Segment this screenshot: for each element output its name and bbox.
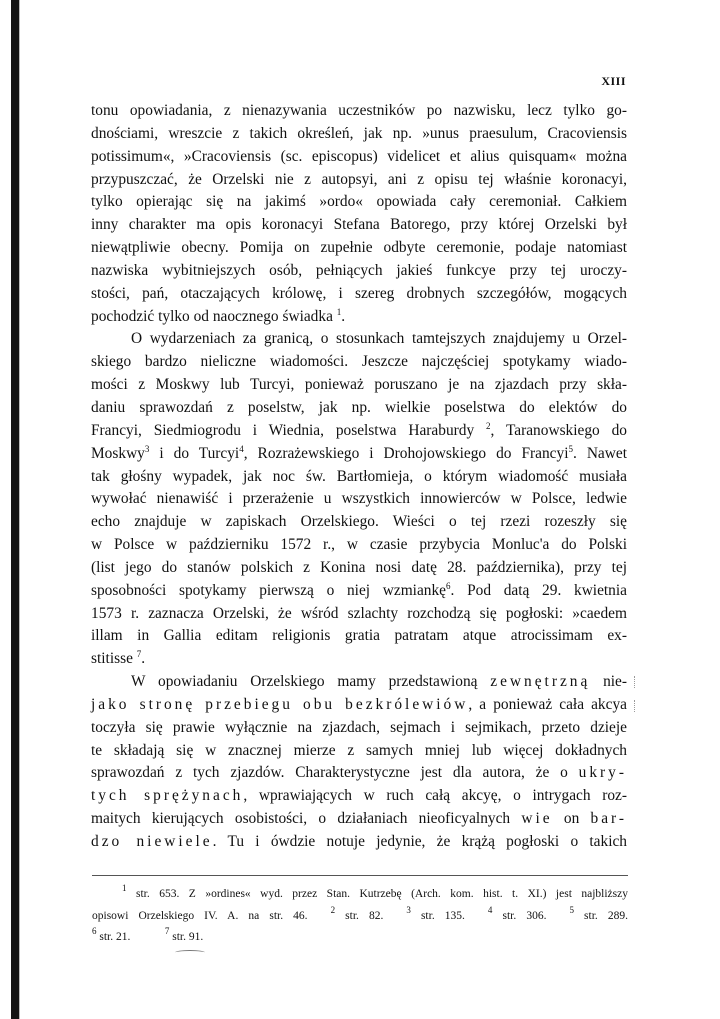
text-run: pochodzić tylko od naocznego świadka bbox=[91, 307, 333, 325]
text-line: (list jego do stanów polskich z Konina nosi datę 28. października), przy tej bbox=[91, 558, 627, 576]
text-line bbox=[91, 808, 627, 831]
text-run: stitisse bbox=[91, 650, 133, 668]
text-line: O wydarzeniach za granicą, o stosunkach tamtejszych znajdujemy u Orzel- bbox=[131, 330, 627, 348]
text-run: . Nawet bbox=[572, 444, 627, 462]
text-line: skiego bardzo nieliczne wiadomości. Jeszcze najczęściej spotykamy wiado- bbox=[91, 353, 627, 371]
footnote-line bbox=[92, 884, 628, 906]
text-line: tonu opowiadania, z nienazywania uczestników po nazwisku, lecz tylko go- bbox=[91, 102, 627, 119]
footnote-text: str. 653. Z »ordines« wyd. przez Stan. Kutrzebę (Arch. kom. hist. t. XI.) jest najbliższy bbox=[135, 888, 628, 900]
text-line: te składają się w znacznej mierze z samych mniej lub więcej dokładnych bbox=[91, 741, 627, 759]
text-line bbox=[91, 694, 627, 717]
text-line bbox=[91, 420, 627, 443]
text-line bbox=[91, 671, 627, 694]
text-run: , Taranowskiego do bbox=[490, 421, 627, 439]
text-line: w Polsce w październiku 1572 r., w czasie przybycia Monluc'a do Polski bbox=[91, 536, 627, 554]
footnote-number: 3 bbox=[406, 904, 411, 915]
text-line: potissimum«, »Cracoviensis (sc. episcopus) videlicet et alius quisquam« można bbox=[91, 147, 627, 165]
text-run: sposobności spotykamy pierwszą o niej wzmiankę bbox=[91, 581, 447, 599]
footnote-ref: 1 bbox=[336, 306, 342, 317]
text-run: , a ponieważ cała akcya bbox=[468, 695, 627, 713]
text-run: . bbox=[141, 650, 146, 668]
text-run: sprawozdań z tych zjazdów. Charakterystyczne jest dla autora, że o bbox=[91, 764, 579, 782]
text-line: niewątpliwie obecny. Pomija on zupełnie odbyte ceremonie, podaje natomiast bbox=[91, 239, 627, 257]
text-line bbox=[91, 831, 627, 854]
footnote-line bbox=[92, 927, 628, 949]
footnote-number: 6 bbox=[92, 926, 97, 936]
footnote-text: opisowi Orzelskiego IV. A. na str. 46. bbox=[92, 909, 308, 922]
spaced-emphasis: ukry- bbox=[578, 764, 627, 782]
footnote-ref: 5 bbox=[568, 443, 573, 454]
text-line: toczyła się prawie wyłącznie na zjazdach, sejmach i sejmikach, przeto dzieje bbox=[91, 718, 627, 736]
footnote-line bbox=[92, 906, 628, 928]
text-line bbox=[91, 306, 627, 329]
main-text bbox=[91, 100, 627, 854]
footnote-number: 5 bbox=[569, 904, 574, 915]
footnote-text: str. 306. bbox=[502, 909, 547, 922]
footnote-ref: 3 bbox=[144, 443, 150, 454]
text-line: daniu sprawozdań z poselstw, jak np. wielkie poselstwa do elektów do bbox=[91, 398, 627, 416]
text-line: 1573 r. zaznacza Orzelski, że wśród szlachty rozchodzą się pogłoski: »caedem bbox=[91, 604, 627, 622]
footnote-number: 2 bbox=[330, 904, 336, 915]
footnote-number: 7 bbox=[164, 926, 170, 936]
text-line: tylko opierając się na jakimś »ordo« opowiada cały ceremoniał. Całkiem bbox=[91, 193, 627, 211]
text-line: dnościami, wreszcie z takich określeń, jak np. »unus praesulum, Cracoviensis bbox=[91, 124, 627, 142]
text-line: echo znajduje w zapiskach Orzelskiego. Wieści o tej rzezi rozeszły się bbox=[91, 513, 627, 531]
margin-pencil-mark bbox=[634, 676, 636, 688]
text-line bbox=[91, 785, 627, 808]
text-line: tak głośny wypadek, jak noc św. Bartłomieja, o którym wiadomość musiała bbox=[91, 467, 627, 485]
text-line: inny charakter ma opis koronacyi Stefana Batorego, przy której Orzelski był bbox=[91, 216, 627, 234]
spaced-emphasis: zewnętrzną bbox=[490, 673, 591, 691]
text-run: nie- bbox=[590, 673, 627, 691]
footnote-ref: 6 bbox=[446, 580, 451, 591]
text-run: maitych kierujących osobistości, o działaniach nieoficyalnych bbox=[91, 810, 522, 828]
text-run: i do Turcyi bbox=[149, 444, 240, 462]
text-line: wywołać nienawiść i przerażenie u wszystkich innowierców w Polsce, ledwie bbox=[91, 490, 627, 508]
margin-pencil-mark bbox=[634, 700, 636, 712]
text-run: Francyi, Siedmiogrodu i Wiednia, poselstwa Haraburdy bbox=[91, 421, 475, 439]
book-binding-edge bbox=[11, 0, 19, 1019]
spaced-emphasis: wie bbox=[521, 810, 553, 828]
footnote-text: str. 21. bbox=[99, 931, 131, 943]
text-run: . bbox=[341, 307, 346, 325]
binding-shadow bbox=[19, 0, 20, 1019]
pencil-underline bbox=[175, 950, 205, 955]
footnote-text: str. 82. bbox=[345, 909, 384, 922]
text-run: . Pod datą 29. kwietnia bbox=[450, 581, 627, 599]
text-line bbox=[91, 580, 627, 603]
footnote-number: 1 bbox=[122, 883, 127, 893]
text-run: . Tu i ówdzie notuje jedynie, że krążą pogłoski o takich bbox=[212, 833, 628, 850]
footnotes bbox=[92, 884, 628, 949]
text-line: mości z Moskwy lub Turcyi, ponieważ poruszano je na zjazdach przy skła- bbox=[91, 376, 627, 394]
text-run: , Rozrażewskiego i Drohojowskiego do Francyi bbox=[243, 444, 569, 462]
text-line bbox=[91, 443, 627, 466]
spaced-emphasis: bar- bbox=[590, 810, 627, 828]
text-run: Moskwy bbox=[91, 444, 145, 462]
text-line bbox=[91, 762, 627, 785]
spaced-emphasis: tych sprężynach bbox=[91, 787, 244, 805]
text-line: nazwiska wybitniejszych osób, pełniących jakieś funkcye przy tej uroczy- bbox=[91, 261, 627, 279]
page-number: XIII bbox=[601, 74, 626, 88]
text-line: przypuszczać, że Orzelski nie z autopsyi, ani z opisu tej właśnie koronacyi, bbox=[91, 170, 627, 188]
footnote-text: str. 91. bbox=[172, 931, 204, 943]
footnote-text: str. 135. bbox=[420, 909, 465, 922]
text-line: illam in Gallia editam religionis gratia patratam atque atrocissimam ex- bbox=[91, 627, 627, 645]
footnote-ref: 4 bbox=[239, 443, 244, 454]
footnote-ref: 7 bbox=[136, 649, 142, 660]
footnote-number: 4 bbox=[487, 904, 493, 915]
footnote-text: str. 289. bbox=[584, 909, 628, 922]
text-run: W opowiadaniu Orzelskiego mamy przedstawioną bbox=[131, 673, 491, 691]
text-line bbox=[91, 648, 627, 671]
spaced-emphasis: jako stronę przebiegu obu bezkrólewiów bbox=[91, 695, 469, 713]
text-run: on bbox=[552, 810, 591, 828]
footnote-separator bbox=[92, 875, 628, 876]
footnote-ref: 2 bbox=[486, 420, 491, 431]
text-line: stości, pań, otaczających królowę, i szereg drobnych szczegółów, mogących bbox=[91, 284, 627, 302]
spaced-emphasis: dzo niewiele bbox=[91, 833, 213, 850]
text-run: , wprawiających w ruch całą akcyę, o intrygach roz- bbox=[243, 787, 627, 805]
